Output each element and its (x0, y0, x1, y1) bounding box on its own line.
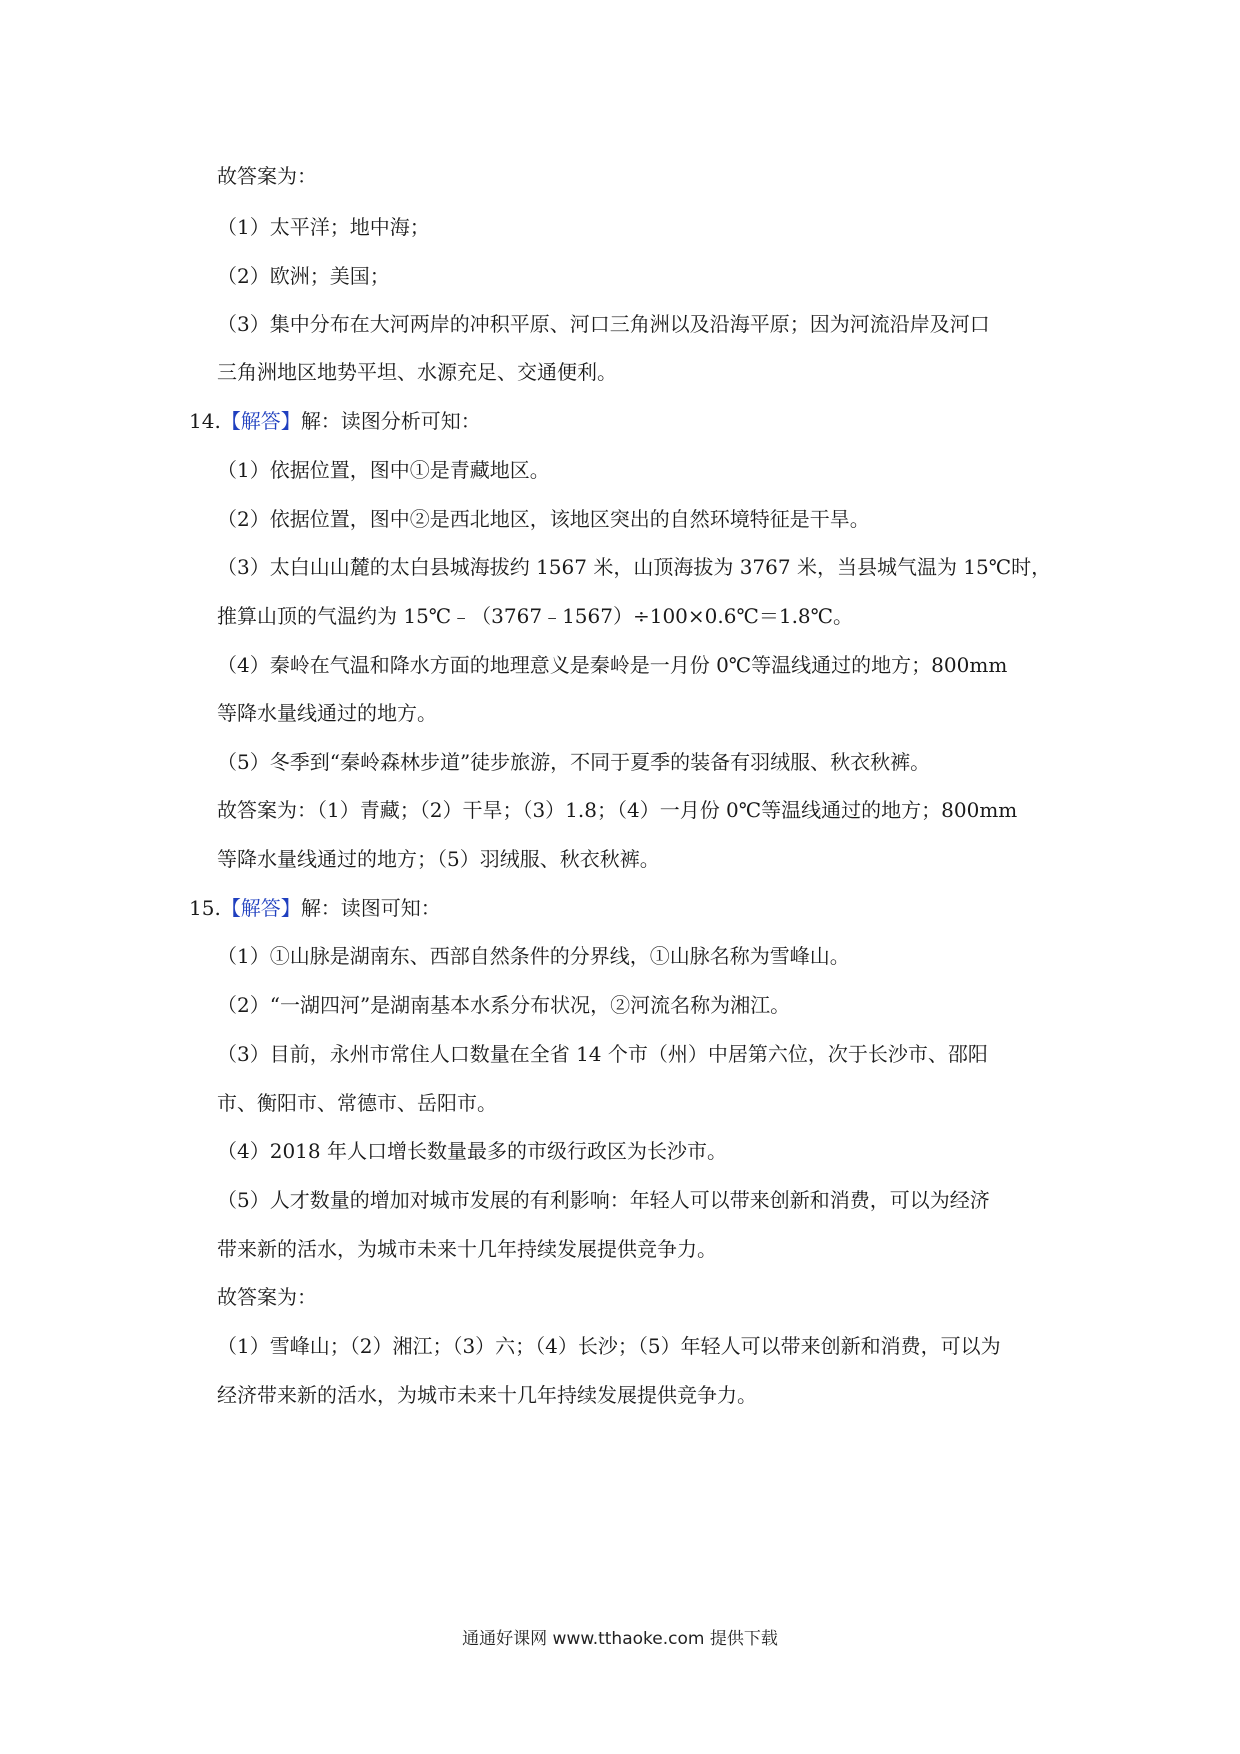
q15-part-5-line-2: 带来新的活水，为城市未来十几年持续发展提供竞争力。 (217, 1237, 717, 1261)
q14-answer-line-2: 等降水量线通过的地方；（5）羽绒服、秋衣秋裤。 (217, 847, 660, 871)
q15-part-1: （1）①山脉是湖南东、西部自然条件的分界线，①山脉名称为雪峰山。 (217, 944, 850, 968)
q15-part-5-line-1: （5）人才数量的增加对城市发展的有利影响：年轻人可以带来创新和消费，可以为经济 (217, 1188, 990, 1212)
q14-part-3-line-1: （3）太白山山麓的太白县城海拔约 1567 米，山顶海拔为 3767 米，当县城气温为 15℃时， (217, 555, 1052, 579)
page-footer: 通通好课网 www.tthaoke.com 提供下载 (462, 1629, 778, 1649)
question-number: 15. (189, 896, 221, 920)
q15-answer-line-1: （1）雪峰山；（2）湘江；（3）六；（4）长沙；（5）年轻人可以带来创新和消费，可以为 (217, 1334, 1001, 1358)
answer-item-3-line-2: 三角洲地区地势平坦、水源充足、交通便利。 (217, 360, 617, 384)
q14-part-1: （1）依据位置，图中①是青藏地区。 (217, 458, 550, 482)
q14-part-5: （5）冬季到“秦岭森林步道”徒步旅游，不同于夏季的装备有羽绒服、秋衣秋裤。 (217, 750, 931, 774)
q14-part-4-line-2: 等降水量线通过的地方。 (217, 701, 437, 725)
answer-item-3-line-1: （3）集中分布在大河两岸的冲积平原、河口三角洲以及沿海平原；因为河流沿岸及河口 (217, 312, 990, 336)
question-14-header (189, 407, 481, 435)
q14-part-4-line-1: （4）秦岭在气温和降水方面的地理意义是秦岭是一月份 0℃等温线通过的地方；800mm (217, 653, 1008, 677)
question-intro: 解：读图可知： (300, 896, 441, 920)
q15-answer-line-2: 经济带来新的活水，为城市未来十几年持续发展提供竞争力。 (217, 1383, 757, 1407)
question-number: 14. (189, 409, 221, 433)
q14-part-3-line-2: 推算山顶的气温约为 15℃﹣（3767﹣1567）÷100×0.6℃＝1.8℃。 (217, 604, 854, 628)
answer-tag: 【解答】 (220, 896, 301, 920)
answer-item-1: （1）太平洋；地中海； (217, 215, 430, 239)
q15-part-3-line-1: （3）目前，永州市常住人口数量在全省 14 个市（州）中居第六位，次于长沙市、邵阳 (217, 1042, 988, 1066)
q15-part-4: （4）2018 年人口增长数量最多的市级行政区为长沙市。 (217, 1139, 727, 1163)
q15-part-2: （2）“一湖四河”是湖南基本水系分布状况，②河流名称为湘江。 (217, 993, 791, 1017)
answer-summary-label: 故答案为： (217, 164, 317, 188)
q14-answer-line-1: 故答案为：（1）青藏；（2）干旱；（3）1.8；（4）一月份 0℃等温线通过的地方；800mm (217, 798, 1018, 822)
answer-tag: 【解答】 (220, 409, 301, 433)
question-intro: 解：读图分析可知： (300, 409, 481, 433)
answer-item-2: （2）欧洲；美国； (217, 264, 390, 288)
q15-answer-label: 故答案为： (217, 1285, 317, 1309)
q15-part-3-line-2: 市、衡阳市、常德市、岳阳市。 (217, 1091, 497, 1115)
question-15-header (189, 894, 441, 922)
q14-part-2: （2）依据位置，图中②是西北地区，该地区突出的自然环境特征是干旱。 (217, 507, 870, 531)
